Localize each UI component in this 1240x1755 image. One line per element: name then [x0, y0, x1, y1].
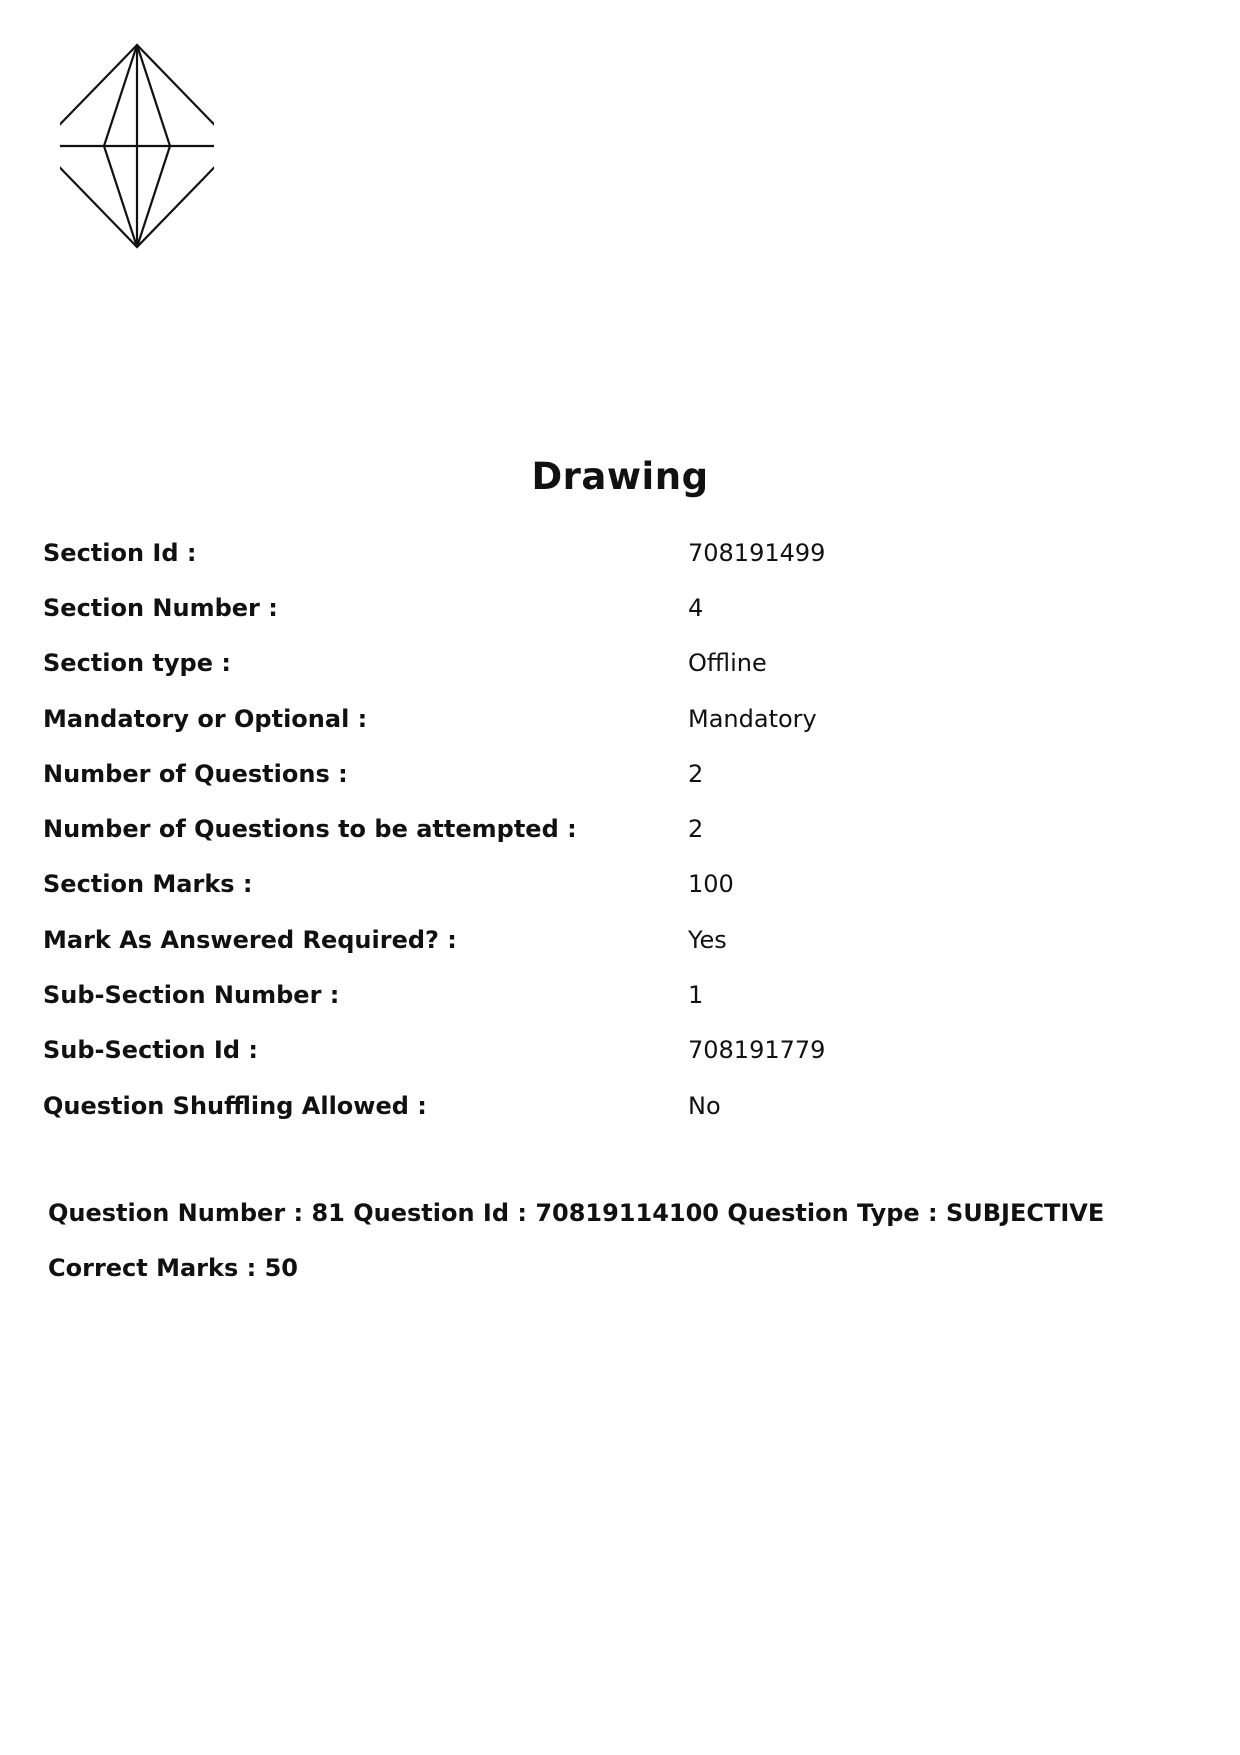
field-value: 1 [688, 981, 704, 1010]
question-header: Question Number : 81 Question Id : 70819114100 Question Type : SUBJECTIVE [48, 1199, 1105, 1227]
field-label: Question Shuffling Allowed : [43, 1091, 427, 1120]
field-label: Sub-Section Id : [43, 1036, 258, 1065]
field-label: Section Number : [43, 593, 278, 622]
field-value: 708191499 [688, 538, 826, 567]
sub-section-number-row [43, 967, 1193, 1022]
correct-marks: Correct Marks : 50 [48, 1254, 298, 1282]
question-shuffling-row [43, 1078, 1193, 1133]
mark-as-answered-row [43, 912, 1193, 967]
field-value: 708191779 [688, 1036, 826, 1065]
field-label: Sub-Section Number : [43, 981, 340, 1010]
mandatory-optional-row [43, 691, 1193, 746]
field-value: 100 [688, 870, 734, 899]
questions-to-attempt-row [43, 801, 1193, 856]
section-number-row [43, 580, 1193, 635]
field-label: Mandatory or Optional : [43, 704, 368, 733]
number-of-questions-row [43, 746, 1193, 801]
field-value: Mandatory [688, 704, 817, 733]
section-id-row [43, 525, 1193, 580]
diamond-logo-icon [60, 42, 214, 254]
field-value: Offline [688, 649, 767, 678]
field-value: 2 [688, 759, 704, 788]
field-value: 4 [688, 593, 704, 622]
section-type-row [43, 636, 1193, 691]
section-marks-row [43, 857, 1193, 912]
field-label: Section Id : [43, 538, 197, 567]
field-label: Number of Questions : [43, 759, 348, 788]
field-value: Yes [688, 925, 727, 954]
field-label: Section type : [43, 649, 231, 678]
section-info-table [43, 525, 1193, 1133]
field-label: Mark As Answered Required? : [43, 925, 457, 954]
sub-section-id-row [43, 1023, 1193, 1078]
field-value: 2 [688, 815, 704, 844]
section-title: Drawing [531, 455, 709, 498]
field-label: Section Marks : [43, 870, 253, 899]
field-value: No [688, 1091, 721, 1120]
field-label: Number of Questions to be attempted : [43, 815, 577, 844]
